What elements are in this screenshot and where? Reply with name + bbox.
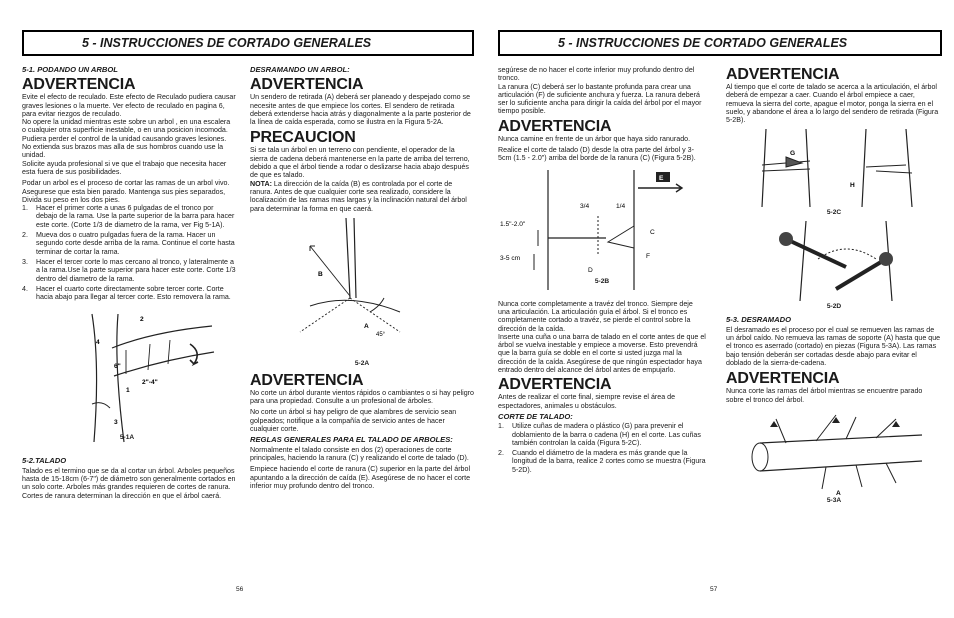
heading-5-1: 5-1. PODANDO UN ARBOL: [22, 65, 118, 74]
paragraph: Nunca camine en frente de un árbor que haya sido ranurado.: [498, 134, 691, 143]
paragraph: Nunca corte completamente a travéz del tronco. Siempre deje una articulación. La articulación guía el árbol. Si el tronco es completamente cortado a travéz, se pierde el control sobre la dirección de la caída.: [498, 299, 693, 333]
paragraph: Realice el corte de talado (D) desde la otra parte del árbol y 3-5cm (1.5 - 2.0") arriba del borde de la ranura (C) (Figura 5-2B).: [498, 146, 696, 163]
caution-heading: PRECAUCION: [250, 129, 356, 147]
label-f: F: [646, 252, 651, 260]
label-2-4-inch: 2"-4": [142, 379, 158, 387]
paragraph: Un sendero de retirada (A) deberá ser planeado y despejado como se necesite antes de que empiece los cortes. El sendero de retirada deberá extenderse hacia atrás y diagonalmente a la parte posterior de la línea de caída esperada, como se ilustra en la Figura 5-2A.: [250, 93, 471, 127]
label-b: B: [318, 270, 323, 278]
label-45-degree: 45°: [376, 331, 386, 338]
paragraph: Podar un arbol es el proceso de cortar las ramas de un arbol vivo. Asegurese que esta bien parado. Mantenga sus pies separados, Divida su peso en los dos pies.: [22, 179, 230, 204]
label-6-inch: 6": [114, 363, 121, 371]
figure-5-2c: [726, 127, 942, 219]
warning-heading: ADVERTENCIA: [250, 371, 364, 389]
figure-caption: 5-2C: [826, 209, 842, 217]
label-d: D: [588, 266, 593, 274]
two-cut-illustration: [726, 219, 942, 303]
felling-steps-list: [498, 422, 706, 474]
right-page: [498, 30, 942, 600]
label-2: 2: [140, 316, 144, 324]
paragraph: Empiece haciendo el corte de ranura (C) superior en la parte del árbol apuntando a la dirección de caída (E). Asegúrese de no hacer el corte inferior muy profundo dentro del tronco.: [250, 465, 471, 490]
right-column-1: [498, 66, 706, 477]
label-g: G: [790, 150, 796, 158]
paragraph: Antes de realizar el corte final, siempre revise el área de espectadores, animales u obstáculos.: [498, 393, 676, 410]
page-number: 56: [236, 586, 244, 593]
paragraph: segúrese de no hacer el corte inferior muy profundo dentro del tronco.: [498, 66, 695, 83]
section-header-left: 5 - INSTRUCCIONES DE CORTADO GENERALES: [22, 30, 474, 56]
paragraph: No corte un árbol si hay peligro de que alambres de servicio sean golpeados; notifique a la compañía de servicio antes de hacer cualquier corte.: [250, 408, 457, 434]
figure-caption: 5-2D: [826, 303, 842, 311]
paragraph: Solicite ayuda profesional si ve que el trabajo que necesita hacer esta fuera de sus posibilidades.: [22, 159, 227, 176]
figure-caption: 5-1A: [119, 434, 135, 442]
list-item: 1. Utilize cuñas de madera o plástico (G) para prevenir el doblamiento de la barra o cadena (H) en el corte. Las cuñas también controlan la caída (Figura 5-2C).: [498, 422, 701, 447]
list-item: 2. Mueva dos o cuatro pulgadas fuera de la rama. Hacer un segundo corte desde arriba de la rama. Continue el corte hasta terminar de cortar la rama.: [22, 231, 235, 256]
figure-caption: 5-2B: [594, 277, 610, 285]
warning-heading: ADVERTENCIA: [250, 76, 364, 94]
list-item: 4. Hacer el cuarto corte directamente sobre tercer corte. Corte hacia abajo para llegar al tercer corte. Esto removera la rama.: [22, 284, 231, 302]
list-item: 2. Cuando el diámetro de la madera es más grande que la longitud de la barra, realice 2 cortes como se muestra (Figura 5-2D).: [498, 449, 706, 474]
paragraph: El desramado es el proceso por el cual se remueven las ramas de un árbol caído. No remueva las ramas de soporte (A) hasta que que el tronco es aserrado (cortado) en piezas (Figura 5-3A). Las ramas bajo tensión deberán ser cortadas desde abajo para evitar el doblado de la sierra-de-cadena.: [726, 325, 941, 367]
paragraph: Nunca corte las ramas del árbol mientras se encuentre parado sobre el tronco del árbol.: [726, 387, 923, 404]
label-h: H: [850, 182, 855, 190]
figure-5-1a: [22, 304, 236, 454]
figure-caption: 5-2A: [354, 359, 370, 367]
paragraph: Talado es el termino que se da al cortar un árbol. Arboles pequeños hasta de 15-18cm (6-7") de diámetro son generalmente cortados en un solo corte. Arboles más grandes requieren de cortes de ranura. Cortes de ranura determinan la dirección en que el árbol caerá.: [22, 466, 236, 500]
page-number: 57: [710, 586, 718, 593]
paragraph: La ranura (C) deberá ser lo bastante profunda para crear una articulación (F) de suficiente anchura y fuerza. La ranura deberá ser lo suficiente ancha para dirigir la caída del árbol por el mayor tiempo posible.: [498, 82, 702, 116]
label-a: A: [836, 489, 841, 497]
label-e: E: [659, 174, 664, 182]
felling-cut-illustration: [498, 166, 706, 292]
paragraph: Inserte una cuña o una barra de talado en el corte antes de que el árbol se vuelva inestable y empiece a moverse. Esto prevendrá que la barra guía se doble en el corte si usted juzga mal la dirección de la caída. Asegúrese de que ningún espectador haya entrado dentro del alcance del árbol antes de empujarlo.: [498, 332, 706, 375]
list-item: 1. Hacer el primer corte a unas 6 pulgadas de el tronco por debajo de la rama. Use la parte superior de la barra para hacer este corte. (Corte 1/3 de diametro de la rama, ver Fig 5-1A).: [22, 204, 235, 229]
paragraph: Normalmente el talado consiste en dos (2) operaciones de corte principales, haciendo la ranura (C) y realizando el corte de talado (D).: [250, 445, 469, 462]
warning-heading: ADVERTENCIA: [498, 376, 612, 394]
section-header-right: 5 - INSTRUCCIONES DE CORTADO GENERALES: [498, 30, 942, 56]
heading-corte-talado: CORTE DE TALADO:: [498, 411, 573, 421]
paragraph: Al tiempo que el corte de talado se acerca a la articulación, el árbol deberá de empezar a caer. Cuando el árbol empiece a caer, remueva la sierra del corte, apague el motor, ponga la sierra en el suelo, y abandone el área a lo largo del sendero de retirada (Figura 5-2B).: [726, 83, 939, 125]
right-column-2: [726, 66, 942, 507]
figure-5-2b: [498, 166, 706, 300]
warning-heading: ADVERTENCIA: [726, 370, 840, 388]
label-3-5-cm: 3-5 cm: [500, 254, 521, 262]
label-c: C: [650, 228, 655, 236]
figure-caption: 5-3A: [826, 496, 842, 504]
heading-5-2: 5-2.TALADO: [22, 456, 67, 466]
label-a: A: [364, 322, 369, 330]
label-three-quarters: 3/4: [580, 202, 590, 210]
left-page: [22, 30, 474, 600]
heading-reglas: REGLAS GENERALES PARA EL TALADO DE ARBOLES:: [250, 435, 453, 445]
warning-heading: ADVERTENCIA: [726, 66, 840, 83]
limbing-illustration: [726, 407, 942, 497]
label-one-quarter: 1/4: [616, 202, 626, 210]
label-4: 4: [96, 339, 100, 347]
heading-5-3: 5-3. DESRAMADO: [726, 315, 791, 325]
paragraph: NOTA: La dirección de la caída (B) es controlada por el corte de ranura. Antes de que cualquier corte sea realizado, considere la localización de las ramas mas largas y la inclinación natural del árbol para determinar la forma en que caerá.: [250, 179, 467, 213]
paragraph: No opere la unidad mientras este sobre un arbol , en una escalera o cualquier otra superficie inestable, o en una posicion incomoda. Pudiera perder el control de la unidad causando graves lesiones.: [22, 118, 231, 143]
escape-path-illustration: [250, 216, 474, 362]
figure-5-2a: [250, 216, 474, 370]
paragraph: Evite el efecto de reculado. Este efecto de Reculado pudiera causar graves lesiones o la muerte. Ver efecto de reculado en pagina 6, para evitar riezgos de reculado.: [22, 93, 236, 118]
left-column-1: [22, 66, 236, 503]
paragraph: Si se tala un árbol en un terreno con pendiente, el operador de la sierra de cadena deberá mantenerse en la parte de arriba del terreno, debido a que el árbol tiende a rodar o deslizarse hacia abajo después de que es talado.: [250, 146, 470, 180]
label-1-5-2-inch: 1.5"-2.0": [500, 220, 526, 228]
heading-desramando: DESRAMANDO UN ARBOL:: [250, 65, 350, 74]
wedge-illustration: [726, 127, 942, 209]
list-item: 3. Hacer el tercer corte lo mas cercano al tronco, y lateralmente a a la rama.Use la parte superior para hacer este corte. Corte 1/3 dentro del diametro de la rama.: [22, 257, 236, 283]
label-1: 1: [126, 387, 130, 395]
label-3: 3: [114, 419, 118, 427]
left-column-2: [250, 66, 474, 493]
warning-heading: ADVERTENCIA: [498, 117, 612, 135]
pruning-illustration: [22, 304, 236, 444]
paragraph: No extienda sus brazos mas alla de sus hombros cuando use la unidad.: [22, 143, 224, 160]
warning-heading: ADVERTENCIA: [22, 76, 136, 94]
figure-5-3a: [726, 407, 942, 507]
figure-5-2d: [726, 219, 942, 313]
pruning-steps-list: [22, 204, 236, 301]
paragraph: No corte un árbol durante vientos rápidos o cambiantes o si hay peligro para una propiedad. Consulte a un profesional de árboles.: [250, 388, 474, 406]
